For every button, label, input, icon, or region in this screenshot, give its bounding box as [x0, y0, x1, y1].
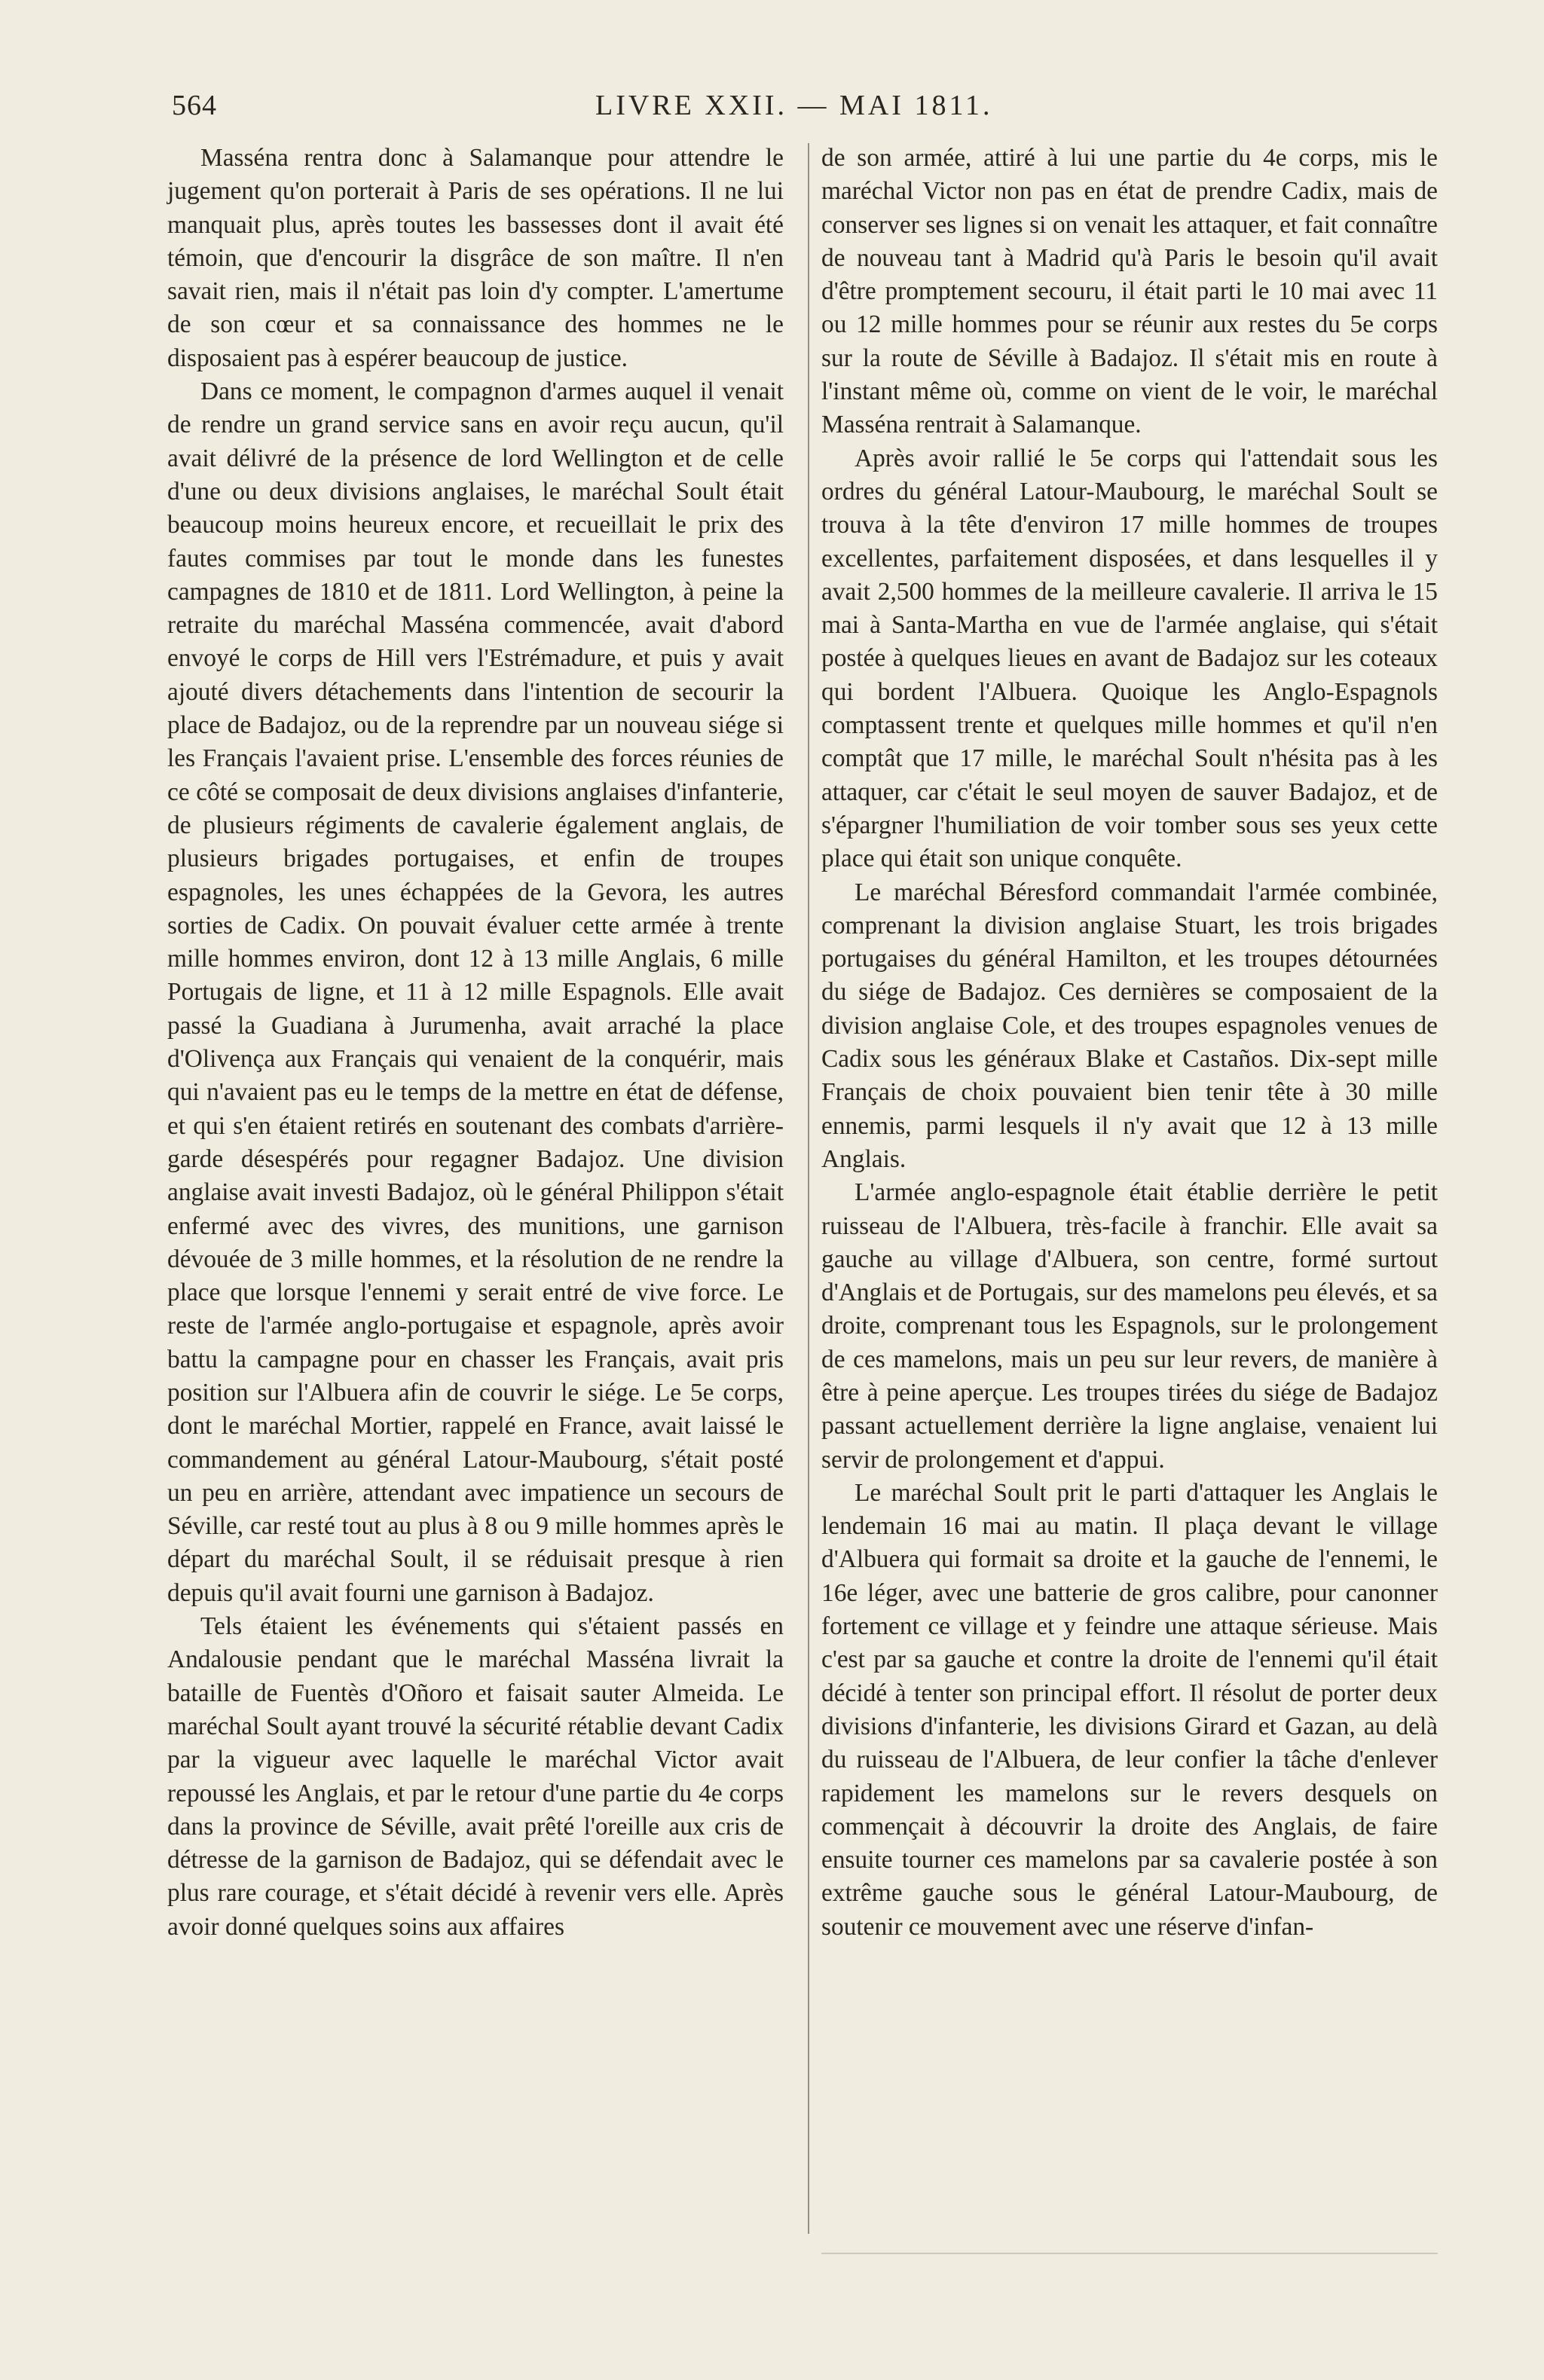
- left-text-column: [167, 142, 784, 1944]
- running-head: [0, 89, 1544, 134]
- column-divider: [808, 143, 809, 2234]
- page-number: 564: [172, 90, 217, 121]
- paragraph: Après avoir rallié le 5e corps qui l'attendait sous les ordres du général Latour-Maubourg, le maréchal Soult se trouva à la tête d'environ 17 mille hommes de troupes excellentes, parfaitement disposées, et dans lesquelles il y avait 2,500 hommes de la meilleure cavalerie. Il arriva le 15 mai à Santa-Martha en vue de l'armée anglaise, qui s'était postée à quelques lieues en avant de Badajoz sur les coteaux qui bordent l'Albuera. Quoique les Anglo-Espagnols comptassent trente et quelques mille hommes et qu'il n'en comptât que 17 mille, le maréchal Soult n'hésita pas à les attaquer, car c'était le seul moyen de sauver Badajoz, et de s'épargner l'humiliation de voir tomber sous ses yeux cette place qui était son unique conquête.: [821, 444, 1438, 873]
- paragraph: Masséna rentra donc à Salamanque pour attendre le jugement qu'on porterait à Paris de ses opérations. Il ne lui manquait plus, après toutes les bassesses dont il avait été témoin, que d'encourir la disgrâce de son maître. Il n'en savait rien, mais il n'était pas loin d'y compter. L'amertume de son cœur et sa connaissance des hommes ne le disposaient pas à espérer beaucoup de justice.: [167, 144, 784, 372]
- paragraph: Le maréchal Soult prit le parti d'attaquer les Anglais le lendemain 16 mai au matin. Il plaça devant le village d'Albuera qui formait sa droite et la gauche de l'ennemi, le 16e léger, avec une batterie de gros calibre, pour canonner fortement ce village et y feindre une attaque sérieuse. Mais c'est par sa gauche et contre la droite de l'ennemi qu'il était décidé à tenter son principal effort. Il résolut de porter deux divisions d'infanterie, les divisions Girard et Gazan, au delà du ruisseau de l'Albuera, de leur confier la tâche d'enlever rapidement les mamelons sur le revers desquels on commençait à découvrir la droite des Anglais, de faire ensuite tourner ces mamelons par sa cavalerie postée à son extrême gauche sous le général Latour-Maubourg, de soutenir ce mouvement avec une réserve d'infan-: [821, 1478, 1438, 1941]
- right-text-column: [821, 142, 1438, 1944]
- paragraph: Dans ce moment, le compagnon d'armes auquel il venait de rendre un grand service sans en avoir reçu aucun, qu'il avait délivré de la présence de lord Wellington et de celle d'une ou deux divisions anglaises, le maréchal Soult était beaucoup moins heureux encore, et recueillait le prix des fautes commises par tout le monde dans les funestes campagnes de 1810 et de 1811. Lord Wellington, à peine la retraite du maréchal Masséna commencée, avait d'abord envoyé le corps de Hill vers l'Estrémadure, et puis y avait ajouté divers détachements dans l'intention de secourir la place de Badajoz, ou de la reprendre par un nouveau siége si les Français l'avaient prise. L'ensemble des forces réunies de ce côté se composait de deux divisions anglaises d'infanterie, de plusieurs régiments de cavalerie également anglais, de plusieurs brigades portugaises, et enfin de troupes espagnoles, les unes échappées de la Gevora, les autres sorties de Cadix. On pouvait évaluer cette armée à trente mille hommes environ, dont 12 à 13 mille Anglais, 6 mille Portugais de ligne, et 11 à 12 mille Espagnols. Elle avait passé la Guadiana à Jurumenha, avait arraché la place d'Olivença aux Français qui venaient de la conquérir, mais qui n'avaient pas eu le temps de la mettre en état de défense, et qui s'en étaient retirés en soutenant des combats d'arrière-garde désespérés pour regagner Badajoz. Une division anglaise avait investi Badajoz, où le général Philippon s'était enfermé avec des vivres, des munitions, une garnison dévouée de 3 mille hommes, et la résolution de ne rendre la place que lorsque l'ennemi y serait entré de vive force. Le reste de l'armée anglo-portugaise et espagnole, après avoir battu la campagne pour en chasser les Français, avait pris position sur l'Albuera afin de couvrir le siége. Le 5e corps, dont le maréchal Mortier, rappelé en France, avait laissé le commandement au général Latour-Maubourg, s'était posté un peu en arrière, attendant avec impatience un secours de Séville, car resté tout au plus à 8 ou 9 mille hommes après le départ du maréchal Soult, il se réduisait presque à rien depuis qu'il avait fourni une garnison à Badajoz.: [167, 377, 784, 1607]
- paragraph: Le maréchal Béresford commandait l'armée combinée, comprenant la division anglaise Stuart, les trois brigades portugaises du général Hamilton, et les troupes détournées du siége de Badajoz. Ces dernières se composaient de la division anglaise Cole, et des troupes espagnoles venues de Cadix sous les généraux Blake et Castaños. Dix-sept mille Français de choix pouvaient bien tenir tête à 30 mille ennemis, parmi lesquels il n'y avait que 12 à 13 mille Anglais.: [821, 878, 1438, 1173]
- bottom-rule: [821, 2253, 1438, 2254]
- paragraph: L'armée anglo-espagnole était établie derrière le petit ruisseau de l'Albuera, très-facile à franchir. Elle avait sa gauche au village d'Albuera, son centre, formé surtout d'Anglais et de Portugais, sur des mamelons peu élevés, et sa droite, comprenant tous les Espagnols, sur le prolongement de ces mamelons, mais un peu sur leur revers, de manière à être à peine aperçue. Les troupes tirées du siége de Badajoz passant actuellement derrière la ligne anglaise, venaient lui servir de prolongement et d'appui.: [821, 1178, 1438, 1474]
- paragraph: Tels étaient les événements qui s'étaient passés en Andalousie pendant que le maréchal Masséna livrait la bataille de Fuentès d'Oñoro et faisait sauter Almeida. Le maréchal Soult ayant trouvé la sécurité rétablie devant Cadix par la vigueur avec laquelle le maréchal Victor avait repoussé les Anglais, et par le retour d'une partie du 4e corps dans la province de Séville, avait prêté l'oreille aux cris de détresse de la garnison de Badajoz, qui se défendait avec le plus rare courage, et s'était décidé à revenir vers elle. Après avoir donné quelques soins aux affaires: [167, 1612, 784, 1941]
- running-title: LIVRE XXII. — MAI 1811.: [595, 90, 993, 121]
- paragraph-continued: de son armée, attiré à lui une partie du 4e corps, mis le maréchal Victor non pas en état de prendre Cadix, mais de conserver ses lignes si on venait les attaquer, et fait connaître de nouveau tant à Madrid qu'à Paris le besoin qu'il avait d'être promptement secouru, il était parti le 10 mai avec 11 ou 12 mille hommes pour se réunir aux restes du 5e corps sur la route de Séville à Badajoz. Il s'était mis en route à l'instant même où, comme on vient de le voir, le maréchal Masséna rentrait à Salamanque.: [821, 144, 1438, 439]
